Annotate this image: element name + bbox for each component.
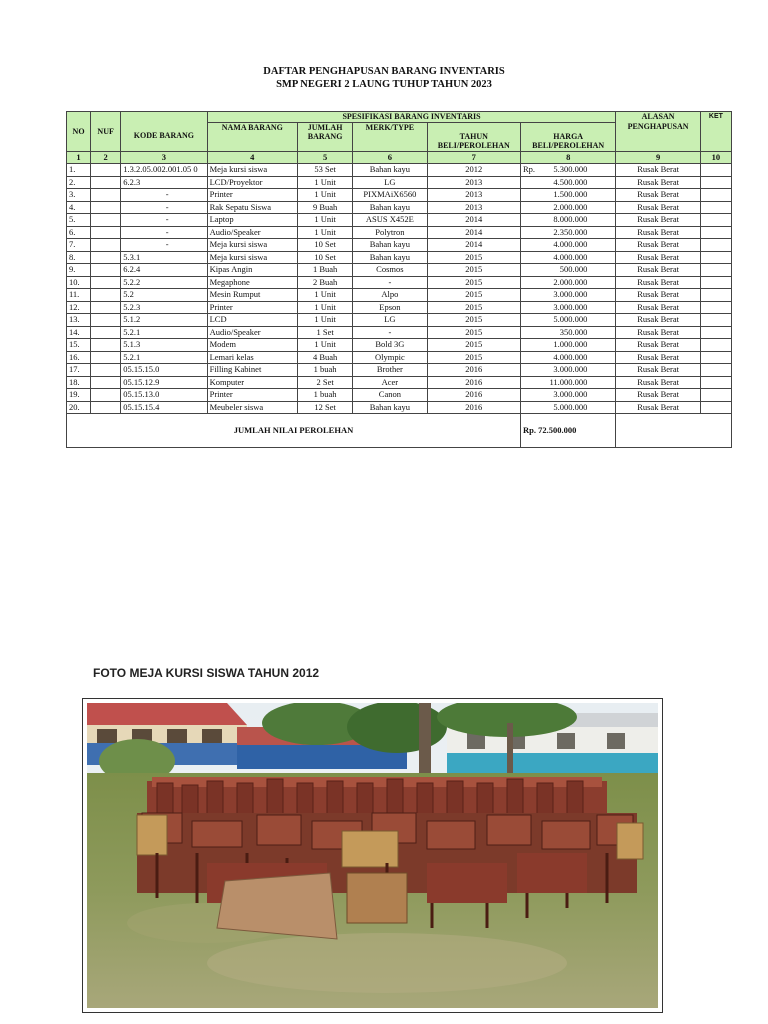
- col-number: 9: [616, 151, 700, 164]
- cell-nuf: [91, 189, 121, 202]
- table-row: [67, 164, 732, 177]
- cell-no: 18.: [67, 376, 91, 389]
- cell-nama: Laptop: [207, 214, 297, 227]
- col-number: 2: [91, 151, 121, 164]
- cell-ket: [700, 214, 731, 227]
- cell-tahun: 2014: [427, 239, 520, 252]
- cell-jumlah: 1 Set: [297, 326, 352, 339]
- cell-no: 5.: [67, 214, 91, 227]
- cell-jumlah: 2 Buah: [297, 276, 352, 289]
- table-row: [67, 239, 732, 252]
- cell-kode: -: [121, 226, 207, 239]
- cell-ket: [700, 164, 731, 177]
- cell-jumlah: 1 buah: [297, 389, 352, 402]
- furniture-photo: [87, 703, 658, 1008]
- cell-tahun: 2013: [427, 201, 520, 214]
- cell-nuf: [91, 364, 121, 377]
- cell-harga: 4.500.000: [520, 176, 615, 189]
- cell-nama: Printer: [207, 389, 297, 402]
- column-number-row: [67, 151, 732, 164]
- cell-alasan: Rusak Berat: [616, 326, 700, 339]
- cell-jumlah: 1 Unit: [297, 226, 352, 239]
- cell-harga: 4.000.000: [520, 351, 615, 364]
- cell-harga: 2.350.000: [520, 226, 615, 239]
- table-row: [67, 389, 732, 402]
- cell-tahun: 2015: [427, 339, 520, 352]
- cell-no: 2.: [67, 176, 91, 189]
- cell-ket: [700, 189, 731, 202]
- cell-jumlah: 1 Unit: [297, 289, 352, 302]
- table-row: [67, 226, 732, 239]
- cell-jumlah: 1 Unit: [297, 339, 352, 352]
- cell-ket: [700, 264, 731, 277]
- cell-jumlah: 10 Set: [297, 239, 352, 252]
- cell-nuf: [91, 214, 121, 227]
- cell-no: 1.: [67, 164, 91, 177]
- price-value: 5.300.000: [553, 164, 588, 174]
- cell-tahun: 2016: [427, 364, 520, 377]
- cell-harga: 5.000.000: [520, 314, 615, 327]
- cell-merk: Epson: [353, 301, 427, 314]
- cell-nama: Audio/Speaker: [207, 226, 297, 239]
- cell-jumlah: 1 buah: [297, 364, 352, 377]
- header-tahun: [427, 122, 520, 151]
- cell-jumlah: 9 Buah: [297, 201, 352, 214]
- cell-harga: 1.500.000: [520, 189, 615, 202]
- cell-jumlah: 12 Set: [297, 401, 352, 414]
- header-jumlah-barang: JUMLAH BARANG: [297, 122, 352, 151]
- cell-no: 9.: [67, 264, 91, 277]
- cell-ket: [700, 351, 731, 364]
- inventory-table: [66, 111, 732, 448]
- cell-harga: 3.000.000: [520, 289, 615, 302]
- cell-nuf: [91, 339, 121, 352]
- cell-harga: 4.000.000: [520, 251, 615, 264]
- cell-kode: -: [121, 214, 207, 227]
- cell-nama: Meja kursi siswa: [207, 164, 297, 177]
- cell-jumlah: 1 Unit: [297, 301, 352, 314]
- cell-merk: Alpo: [353, 289, 427, 302]
- col-number: 1: [67, 151, 91, 164]
- cell-merk: Acer: [353, 376, 427, 389]
- table-row: [67, 251, 732, 264]
- cell-jumlah: 2 Set: [297, 376, 352, 389]
- cell-kode: 6.2.4: [121, 264, 207, 277]
- cell-nuf: [91, 276, 121, 289]
- cell-tahun: 2015: [427, 276, 520, 289]
- cell-tahun: 2012: [427, 164, 520, 177]
- header-no: NO: [67, 112, 91, 152]
- cell-nuf: [91, 176, 121, 189]
- header-alasan: ALASAN PENGHAPUSAN: [616, 112, 700, 152]
- cell-no: 4.: [67, 201, 91, 214]
- header-merk-type: MERK/TYPE: [353, 122, 427, 151]
- cell-alasan: Rusak Berat: [616, 339, 700, 352]
- col-number: 5: [297, 151, 352, 164]
- table-row: [67, 176, 732, 189]
- cell-merk: Bahan kayu: [353, 201, 427, 214]
- cell-nama: Komputer: [207, 376, 297, 389]
- col-number: 10: [700, 151, 731, 164]
- table-row: [67, 314, 732, 327]
- cell-merk: Polytron: [353, 226, 427, 239]
- cell-ket: [700, 201, 731, 214]
- cell-kode: 05.15.15.0: [121, 364, 207, 377]
- cell-merk: Canon: [353, 389, 427, 402]
- table-row: [67, 264, 732, 277]
- cell-harga: 500.000: [520, 264, 615, 277]
- cell-ket: [700, 339, 731, 352]
- cell-merk: Bahan kayu: [353, 401, 427, 414]
- cell-no: 13.: [67, 314, 91, 327]
- cell-ket: [700, 251, 731, 264]
- cell-no: 6.: [67, 226, 91, 239]
- total-section: [67, 414, 732, 448]
- header-spesifikasi: SPESIFIKASI BARANG INVENTARIS: [207, 112, 616, 123]
- cell-alasan: Rusak Berat: [616, 164, 700, 177]
- cell-no: 19.: [67, 389, 91, 402]
- cell-tahun: 2015: [427, 251, 520, 264]
- cell-nuf: [91, 226, 121, 239]
- cell-nuf: [91, 239, 121, 252]
- cell-kode: 5.1.3: [121, 339, 207, 352]
- cell-ket: [700, 301, 731, 314]
- cell-nuf: [91, 401, 121, 414]
- header-nama-barang: NAMA BARANG: [207, 122, 297, 151]
- cell-ket: [700, 376, 731, 389]
- cell-nuf: [91, 264, 121, 277]
- currency-prefix: Rp.: [522, 164, 535, 174]
- header-tahun-text: TAHUN BELI/PEROLEHAN: [437, 131, 510, 150]
- cell-harga: 4.000.000: [520, 239, 615, 252]
- cell-nuf: [91, 289, 121, 302]
- table-row: [67, 289, 732, 302]
- cell-kode: -: [121, 201, 207, 214]
- cell-alasan: Rusak Berat: [616, 251, 700, 264]
- cell-alasan: Rusak Berat: [616, 401, 700, 414]
- cell-nuf: [91, 301, 121, 314]
- cell-merk: Bahan kayu: [353, 251, 427, 264]
- cell-alasan: Rusak Berat: [616, 201, 700, 214]
- cell-kode: -: [121, 239, 207, 252]
- cell-nama: Meja kursi siswa: [207, 239, 297, 252]
- cell-alasan: Rusak Berat: [616, 189, 700, 202]
- cell-alasan: Rusak Berat: [616, 264, 700, 277]
- cell-harga: 3.000.000: [520, 301, 615, 314]
- cell-alasan: Rusak Berat: [616, 214, 700, 227]
- table-row: [67, 351, 732, 364]
- total-label: JUMLAH NILAI PEROLEHAN: [67, 414, 521, 448]
- cell-ket: [700, 289, 731, 302]
- total-empty: [616, 414, 732, 448]
- header-row-1: [67, 112, 732, 123]
- document-title: DAFTAR PENGHAPUSAN BARANG INVENTARIS: [263, 66, 505, 77]
- cell-harga: 5.000.000: [520, 401, 615, 414]
- cell-merk: Cosmos: [353, 264, 427, 277]
- cell-harga: 11.000.000: [520, 376, 615, 389]
- header-nuf: NUF: [91, 112, 121, 152]
- cell-tahun: 2016: [427, 401, 520, 414]
- header-harga-text: HARGA BELI/PEROLEHAN: [532, 131, 605, 150]
- cell-nama: Mesin Rumput: [207, 289, 297, 302]
- cell-kode: 5.2.2: [121, 276, 207, 289]
- table-row: [67, 364, 732, 377]
- cell-kode: 5.1.2: [121, 314, 207, 327]
- cell-harga: 8.000.000: [520, 214, 615, 227]
- cell-merk: Bold 3G: [353, 339, 427, 352]
- cell-alasan: Rusak Berat: [616, 289, 700, 302]
- table-row: [67, 276, 732, 289]
- total-value: Rp. 72.500.000: [520, 414, 615, 448]
- header-kode-barang: [121, 112, 207, 152]
- cell-alasan: Rusak Berat: [616, 389, 700, 402]
- cell-tahun: 2014: [427, 214, 520, 227]
- cell-nuf: [91, 376, 121, 389]
- col-number: 6: [353, 151, 427, 164]
- cell-harga: 3.000.000: [520, 364, 615, 377]
- cell-harga: 3.000.000: [520, 389, 615, 402]
- table-row: [67, 376, 732, 389]
- cell-nama: LCD/Proyektor: [207, 176, 297, 189]
- cell-kode: 5.2.1: [121, 326, 207, 339]
- cell-harga: 2.000.000: [520, 201, 615, 214]
- cell-no: 17.: [67, 364, 91, 377]
- cell-merk: -: [353, 276, 427, 289]
- col-number: 7: [427, 151, 520, 164]
- cell-nuf: [91, 164, 121, 177]
- cell-jumlah: 4 Buah: [297, 351, 352, 364]
- cell-jumlah: 1 Unit: [297, 189, 352, 202]
- cell-alasan: Rusak Berat: [616, 301, 700, 314]
- table-row: [67, 214, 732, 227]
- cell-no: 20.: [67, 401, 91, 414]
- cell-nama: Printer: [207, 301, 297, 314]
- cell-kode: 05.15.15.4: [121, 401, 207, 414]
- cell-kode: 5.2.3: [121, 301, 207, 314]
- cell-nama: Meubeler siswa: [207, 401, 297, 414]
- header-kode-text: KODE BARANG: [133, 130, 195, 140]
- cell-alasan: Rusak Berat: [616, 376, 700, 389]
- cell-harga: 2.000.000: [520, 276, 615, 289]
- cell-no: 11.: [67, 289, 91, 302]
- cell-nama: Printer: [207, 189, 297, 202]
- cell-jumlah: 1 Buah: [297, 264, 352, 277]
- cell-harga: [520, 164, 615, 177]
- cell-tahun: 2014: [427, 226, 520, 239]
- cell-nama: LCD: [207, 314, 297, 327]
- cell-ket: [700, 176, 731, 189]
- cell-nuf: [91, 201, 121, 214]
- cell-nama: Filling Kabinet: [207, 364, 297, 377]
- cell-ket: [700, 314, 731, 327]
- cell-no: 16.: [67, 351, 91, 364]
- cell-nuf: [91, 251, 121, 264]
- cell-kode: 5.3.1: [121, 251, 207, 264]
- cell-merk: Brother: [353, 364, 427, 377]
- cell-nuf: [91, 314, 121, 327]
- cell-nama: Audio/Speaker: [207, 326, 297, 339]
- cell-ket: [700, 401, 731, 414]
- cell-no: 14.: [67, 326, 91, 339]
- cell-ket: [700, 389, 731, 402]
- cell-tahun: 2015: [427, 301, 520, 314]
- cell-nama: Meja kursi siswa: [207, 251, 297, 264]
- cell-no: 7.: [67, 239, 91, 252]
- cell-tahun: 2013: [427, 189, 520, 202]
- cell-nama: Megaphone: [207, 276, 297, 289]
- table-row: [67, 326, 732, 339]
- cell-merk: Olympic: [353, 351, 427, 364]
- cell-tahun: 2015: [427, 351, 520, 364]
- cell-ket: [700, 326, 731, 339]
- photo-frame: [82, 698, 663, 1013]
- cell-kode: 6.2.3: [121, 176, 207, 189]
- cell-merk: LG: [353, 314, 427, 327]
- col-number: 3: [121, 151, 207, 164]
- wooden-board: [217, 873, 337, 939]
- cell-alasan: Rusak Berat: [616, 239, 700, 252]
- inventory-table-body: [67, 151, 732, 414]
- photo-title: FOTO MEJA KURSI SISWA TAHUN 2012: [93, 666, 320, 680]
- cell-ket: [700, 364, 731, 377]
- cell-nama: Kipas Angin: [207, 264, 297, 277]
- table-row: [67, 201, 732, 214]
- cell-nama: Rak Sepatu Siswa: [207, 201, 297, 214]
- cell-no: 10.: [67, 276, 91, 289]
- cell-merk: Bahan kayu: [353, 164, 427, 177]
- cell-merk: LG: [353, 176, 427, 189]
- cell-alasan: Rusak Berat: [616, 276, 700, 289]
- cell-nama: Lemari kelas: [207, 351, 297, 364]
- cell-jumlah: 1 Unit: [297, 176, 352, 189]
- cell-ket: [700, 276, 731, 289]
- cell-jumlah: 53 Set: [297, 164, 352, 177]
- cell-tahun: 2016: [427, 389, 520, 402]
- cell-merk: Bahan kayu: [353, 239, 427, 252]
- col-number: 4: [207, 151, 297, 164]
- cell-alasan: Rusak Berat: [616, 364, 700, 377]
- table-row: [67, 401, 732, 414]
- cell-harga: 1.000.000: [520, 339, 615, 352]
- cell-alasan: Rusak Berat: [616, 314, 700, 327]
- col-number: 8: [520, 151, 615, 164]
- cell-no: 8.: [67, 251, 91, 264]
- cell-merk: PIXMAiX6560: [353, 189, 427, 202]
- cell-kode: 05.15.13.0: [121, 389, 207, 402]
- cell-jumlah: 1 Unit: [297, 314, 352, 327]
- document-subtitle: SMP NEGERI 2 LAUNG TUHUP TAHUN 2023: [276, 79, 492, 90]
- cell-alasan: Rusak Berat: [616, 226, 700, 239]
- cell-nuf: [91, 326, 121, 339]
- cell-alasan: Rusak Berat: [616, 351, 700, 364]
- cell-ket: [700, 239, 731, 252]
- cell-tahun: 2015: [427, 314, 520, 327]
- cell-kode: 1.3.2.05.002.001.05 0: [121, 164, 207, 177]
- cell-jumlah: 10 Set: [297, 251, 352, 264]
- cell-kode: 05.15.12.9: [121, 376, 207, 389]
- cell-kode: -: [121, 189, 207, 202]
- cell-merk: ASUS X452E: [353, 214, 427, 227]
- cell-tahun: 2016: [427, 376, 520, 389]
- cell-jumlah: 1 Unit: [297, 214, 352, 227]
- cell-harga: 350.000: [520, 326, 615, 339]
- cell-ket: [700, 226, 731, 239]
- cell-tahun: 2015: [427, 326, 520, 339]
- cell-tahun: 2015: [427, 264, 520, 277]
- cell-nuf: [91, 351, 121, 364]
- cell-alasan: Rusak Berat: [616, 176, 700, 189]
- cell-nuf: [91, 389, 121, 402]
- cell-no: 3.: [67, 189, 91, 202]
- table-row: [67, 339, 732, 352]
- cell-kode: 5.2.1: [121, 351, 207, 364]
- cell-tahun: 2015: [427, 289, 520, 302]
- table-row: [67, 189, 732, 202]
- table-row: [67, 301, 732, 314]
- cell-merk: -: [353, 326, 427, 339]
- header-harga: [520, 122, 615, 151]
- cell-no: 12.: [67, 301, 91, 314]
- cell-no: 15.: [67, 339, 91, 352]
- cell-nama: Modem: [207, 339, 297, 352]
- total-row: [67, 414, 732, 448]
- cell-kode: 5.2: [121, 289, 207, 302]
- cell-tahun: 2013: [427, 176, 520, 189]
- header-ket: KET: [700, 112, 731, 152]
